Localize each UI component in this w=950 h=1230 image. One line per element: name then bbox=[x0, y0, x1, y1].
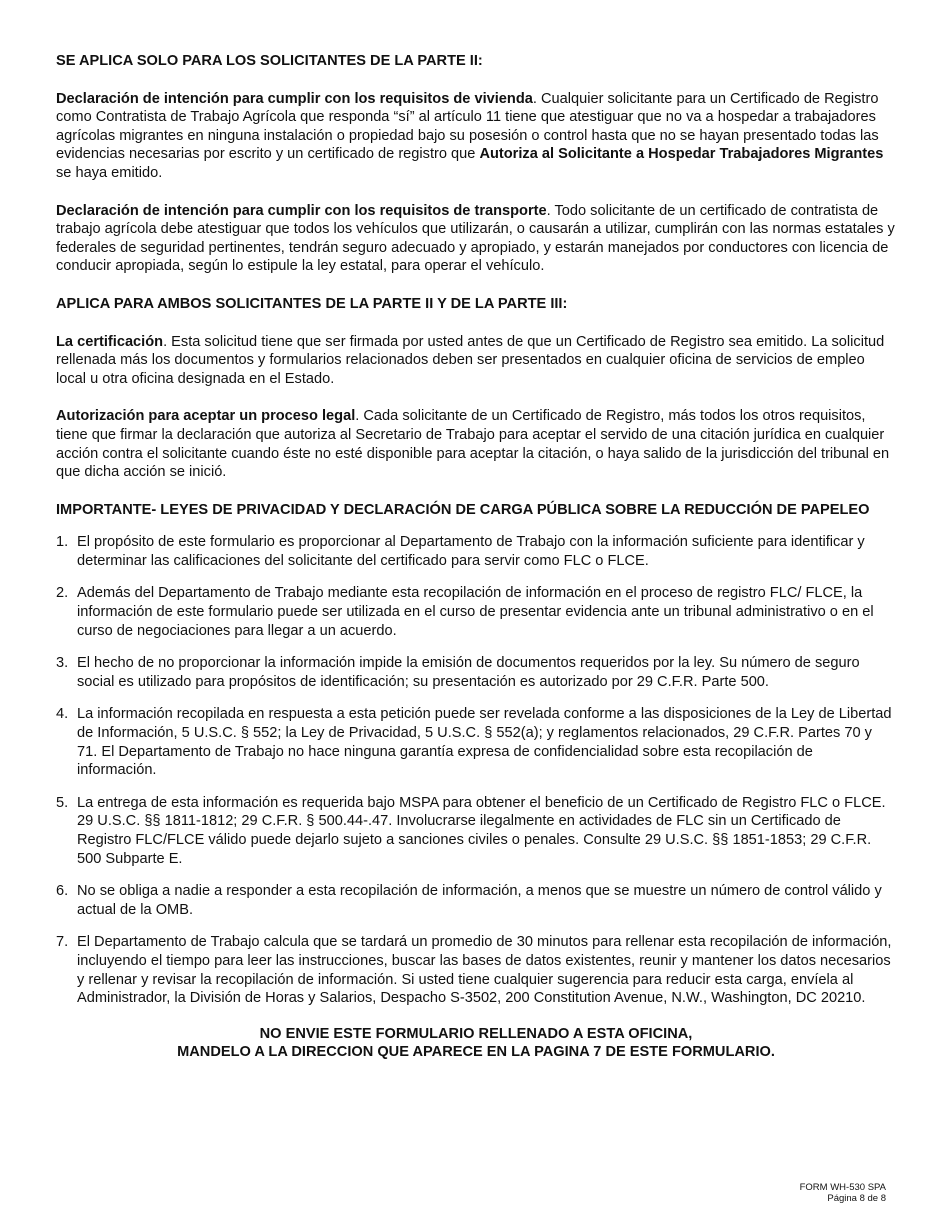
list-item bbox=[56, 584, 896, 640]
authorization-title: Autorización para aceptar un proceso legal bbox=[56, 408, 356, 425]
certification-text: . Esta solicitud tiene que ser firmada por usted antes de que un Certificado de Registro sea emitido. La solicitud rellenada más los documentos y formularios relacionados deben ser presentados en cualquier oficina de servicios de empleo local u otra oficina designada en el Estado. bbox=[56, 333, 885, 387]
authorization-paragraph bbox=[56, 407, 896, 481]
list-item bbox=[56, 794, 896, 868]
list-item bbox=[56, 654, 896, 691]
housing-paragraph bbox=[56, 90, 896, 183]
list-item-text: El hecho de no proporcionar la información impide la emisión de documentos requeridos por la ley. Su número de seguro social es utilizado para propósitos de identificación; su presentación es autorizado por 29 C.F.R. Parte 500. bbox=[77, 655, 860, 690]
list-item-text: El Departamento de Trabajo calcula que se tardará un promedio de 30 minutos para rellenar esta recopilación de información, incluyendo el tiempo para leer las instrucciones, buscar las bases de datos existentes, reunir y mantener los datos necesarios y rellenar y revisar la recopilación de información. Si usted tiene cualquier sugerencia para reducir esta carga, envíela al Administrador, la División de Horas y Salarios, Despacho S-3502, 200 Constitution Avenue, N.W., Washington, DC 20210. bbox=[77, 934, 892, 1007]
section-heading-part2: SE APLICA SOLO PARA LOS SOLICITANTES DE LA PARTE II: bbox=[56, 53, 483, 69]
list-item-text: La entrega de esta información es requerida bajo MSPA para obtener el beneficio de un Certificado de Registro FLC o FLCE. 29 U.S.C. §§ 1811-1812; 29 C.F.R. § 500.44-.47. Involucrarse ilegalmente en actividades de FLC sin un Certificado de Registro FLC/FLCE válido puede dejarlo sujeto a sanciones civiles o penales. Consulte 29 U.S.C. §§ 1851-1853; 29 C.F.R. 500 Subparte E. bbox=[77, 794, 886, 867]
housing-title: Declaración de intención para cumplir con los requisitos de vivienda bbox=[56, 90, 533, 107]
closing-line-2: MANDELO A LA DIRECCION QUE APARECE EN LA PAGINA 7 DE ESTE FORMULARIO. bbox=[177, 1044, 775, 1061]
form-number: FORM WH-530 SPA bbox=[799, 1182, 886, 1193]
privacy-list bbox=[56, 533, 896, 1007]
transport-text: . Todo solicitante de un certificado de contratista de trabajo agrícola debe atestiguar que todos los vehículos que utilizarán, o causarán a utilizar, cumplirán con las normas estatales y federales de seguridad pertinentes, tendrán seguro adecuado y apropiado, y estarán manejados por conductores con licencia de conducir apropiada, según lo estipule la ley estatal, para operar el vehículo. bbox=[56, 202, 895, 275]
list-item bbox=[56, 882, 896, 919]
page-number: Página 8 de 8 bbox=[827, 1193, 886, 1204]
list-item-text: La información recopilada en respuesta a esta petición puede ser revelada conforme a las disposiciones de la Ley de Libertad de Información, 5 U.S.C. § 552; la Ley de Privacidad, 5 U.S.C. § 552(a); y reglamentos relacionados, 29 C.F.R. Partes 70 y 71. El Departamento de Trabajo no hace ninguna garantía expresa de confidencialidad sobre esta recopilación de información. bbox=[77, 706, 892, 779]
list-item bbox=[56, 533, 896, 570]
authorization-text: . Cada solicitante de un Certificado de Registro, más todos los otros requisitos, tiene que firmar la declaración que autoriza al Secretario de Trabajo para aceptar el servido de una citación jurídica en cualquier acción contra el solicitante cuando éste no esté disponible para aceptar la citación, o haya salido de la jurisdicción del tribunal en que dicha acción se inició. bbox=[56, 408, 890, 481]
document-page bbox=[56, 52, 896, 1062]
page-footer bbox=[800, 1182, 886, 1204]
closing-notice bbox=[56, 1025, 896, 1062]
list-item-text: Además del Departamento de Trabajo mediante esta recopilación de información en el proceso de registro FLC/ FLCE, la información de este formulario puede ser utilizada en el curso de presentar evidencia ante un tribunal administrativo o en el curso de negociaciones para llegar a un acuerdo. bbox=[77, 585, 874, 639]
list-item-number: 3. bbox=[56, 655, 69, 672]
list-item bbox=[56, 705, 896, 779]
list-item-text: El propósito de este formulario es proporcionar al Departamento de Trabajo con la información suficiente para identificar y determinar las calificaciones del solicitante del certificado para servir como FLC o FLCE. bbox=[77, 534, 865, 569]
list-item-number: 1. bbox=[56, 534, 69, 551]
list-item-text: No se obliga a nadie a responder a esta recopilación de información, a menos que se muestre un número de control válido y actual de la OMB. bbox=[77, 883, 882, 918]
housing-bold: Autoriza al Solicitante a Hospedar Trabajadores Migrantes bbox=[479, 146, 884, 163]
section-heading-both: APLICA PARA AMBOS SOLICITANTES DE LA PARTE II Y DE LA PARTE III: bbox=[56, 295, 568, 312]
closing-line-1: NO ENVIE ESTE FORMULARIO RELLENADO A ESTA OFICINA, bbox=[259, 1025, 693, 1042]
list-item bbox=[56, 933, 896, 1007]
transport-paragraph bbox=[56, 202, 896, 276]
privacy-heading: IMPORTANTE- LEYES DE PRIVACIDAD Y DECLARACIÓN DE CARGA PÚBLICA SOBRE LA REDUCCIÓN DE PAPELEO bbox=[56, 501, 870, 518]
list-item-number: 6. bbox=[56, 883, 69, 900]
transport-title: Declaración de intención para cumplir con los requisitos de transporte bbox=[56, 202, 547, 219]
certification-title: La certificación bbox=[56, 333, 164, 350]
list-item-number: 2. bbox=[56, 585, 69, 602]
certification-paragraph bbox=[56, 333, 896, 389]
housing-text: . Cualquier solicitante para un Certificado de Registro como Contratista de Trabajo Agrícola que responda “sí” al artículo 11 tiene que atestiguar que no va a hospedar a trabajadores agrícolas migrantes en ninguna instalación o propiedad bajo su posesión o control hasta que no se hayan presentado todas las evidencias necesarias por escrito y un certificado de registro que bbox=[56, 90, 879, 163]
housing-end: se haya emitido. bbox=[56, 164, 163, 181]
list-item-number: 4. bbox=[56, 706, 69, 723]
list-item-number: 7. bbox=[56, 934, 69, 951]
list-item-number: 5. bbox=[56, 794, 69, 811]
